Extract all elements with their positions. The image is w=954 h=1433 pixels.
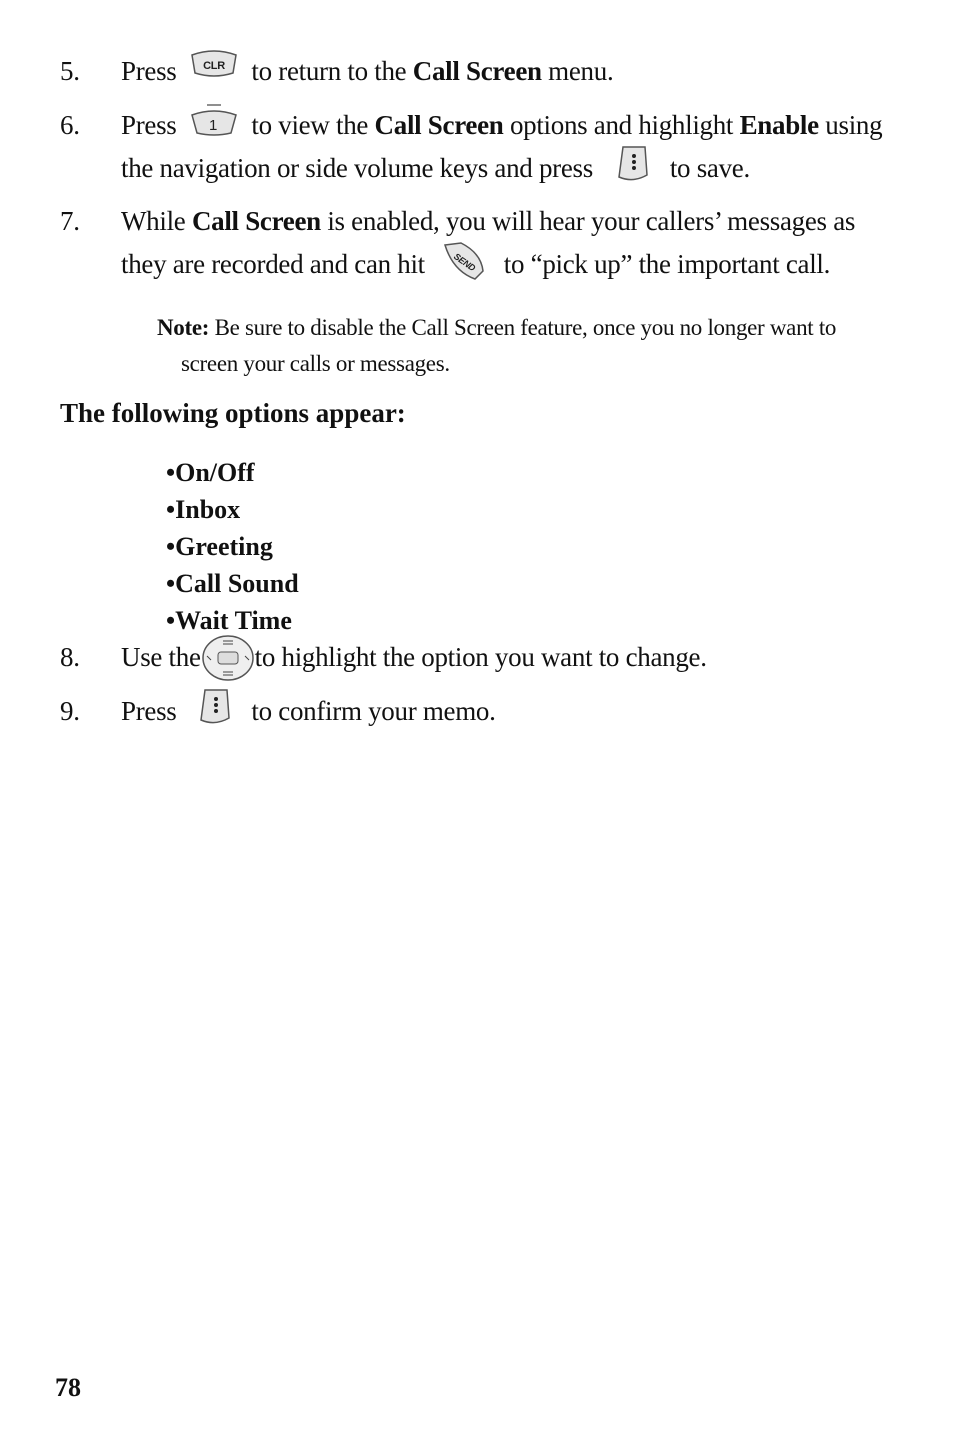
step-text: to save. <box>669 153 750 183</box>
options-list <box>166 454 299 639</box>
list-item: • Greeting <box>166 528 299 565</box>
step-text: to return to the <box>251 56 407 86</box>
step-bold: Call Screen <box>374 110 504 140</box>
note <box>157 310 877 382</box>
step-5 <box>60 50 900 93</box>
step-bold: Enable <box>739 110 819 140</box>
step-number: 7. <box>60 206 80 236</box>
navigation-key-icon <box>201 634 255 682</box>
step-text: to view the <box>251 110 369 140</box>
menu-ok-key-icon <box>615 145 649 185</box>
step-text: to highlight the option you want to change. <box>254 642 707 673</box>
step-text: Press <box>121 696 177 726</box>
step-number: 9. <box>60 696 80 726</box>
list-item: • Call Sound <box>166 565 299 602</box>
step-text: menu. <box>548 56 614 86</box>
one-key-icon <box>189 101 239 139</box>
note-text: screen your calls or messages. <box>181 351 450 376</box>
step-number: 5. <box>60 56 80 86</box>
step-text: they are recorded and can hit <box>121 249 425 279</box>
note-label: Note: <box>157 315 210 340</box>
clr-key-label: CLR <box>203 59 225 72</box>
send-key-icon <box>441 241 485 281</box>
step-9 <box>60 690 900 734</box>
step-text: Press <box>121 110 177 140</box>
list-item: • Inbox <box>166 491 299 528</box>
note-text: Be sure to disable the Call Screen feature, once you no longer want to <box>214 315 837 340</box>
step-text: to confirm your memo. <box>251 696 496 726</box>
step-bold: Call Screen <box>412 56 542 86</box>
step-number: 8. <box>60 642 80 672</box>
step-bold: Call Screen <box>191 206 321 236</box>
menu-ok-key-icon <box>197 688 231 728</box>
step-text: the navigation or side volume keys and press <box>121 153 593 183</box>
step-6 <box>60 104 900 191</box>
step-8 <box>60 636 900 684</box>
step-7 <box>60 200 900 287</box>
list-item: • On/Off <box>166 454 299 491</box>
step-text: Press <box>121 56 177 86</box>
step-text: using <box>825 110 883 140</box>
step-text: While <box>121 206 186 236</box>
step-text: Use the <box>121 642 201 673</box>
step-text: to “pick up” the important call. <box>503 249 831 279</box>
page-number: 78 <box>55 1373 81 1402</box>
step-number: 6. <box>60 110 80 140</box>
send-key-label: SEND <box>452 251 478 273</box>
step-text: options and highlight <box>509 110 734 140</box>
one-key-label: 1 <box>208 116 217 134</box>
list-item: • Wait Time <box>166 602 299 639</box>
options-heading: The following options appear: <box>60 398 406 428</box>
clr-key-icon <box>189 49 239 83</box>
step-text: is enabled, you will hear your callers’ messages as <box>327 206 856 236</box>
